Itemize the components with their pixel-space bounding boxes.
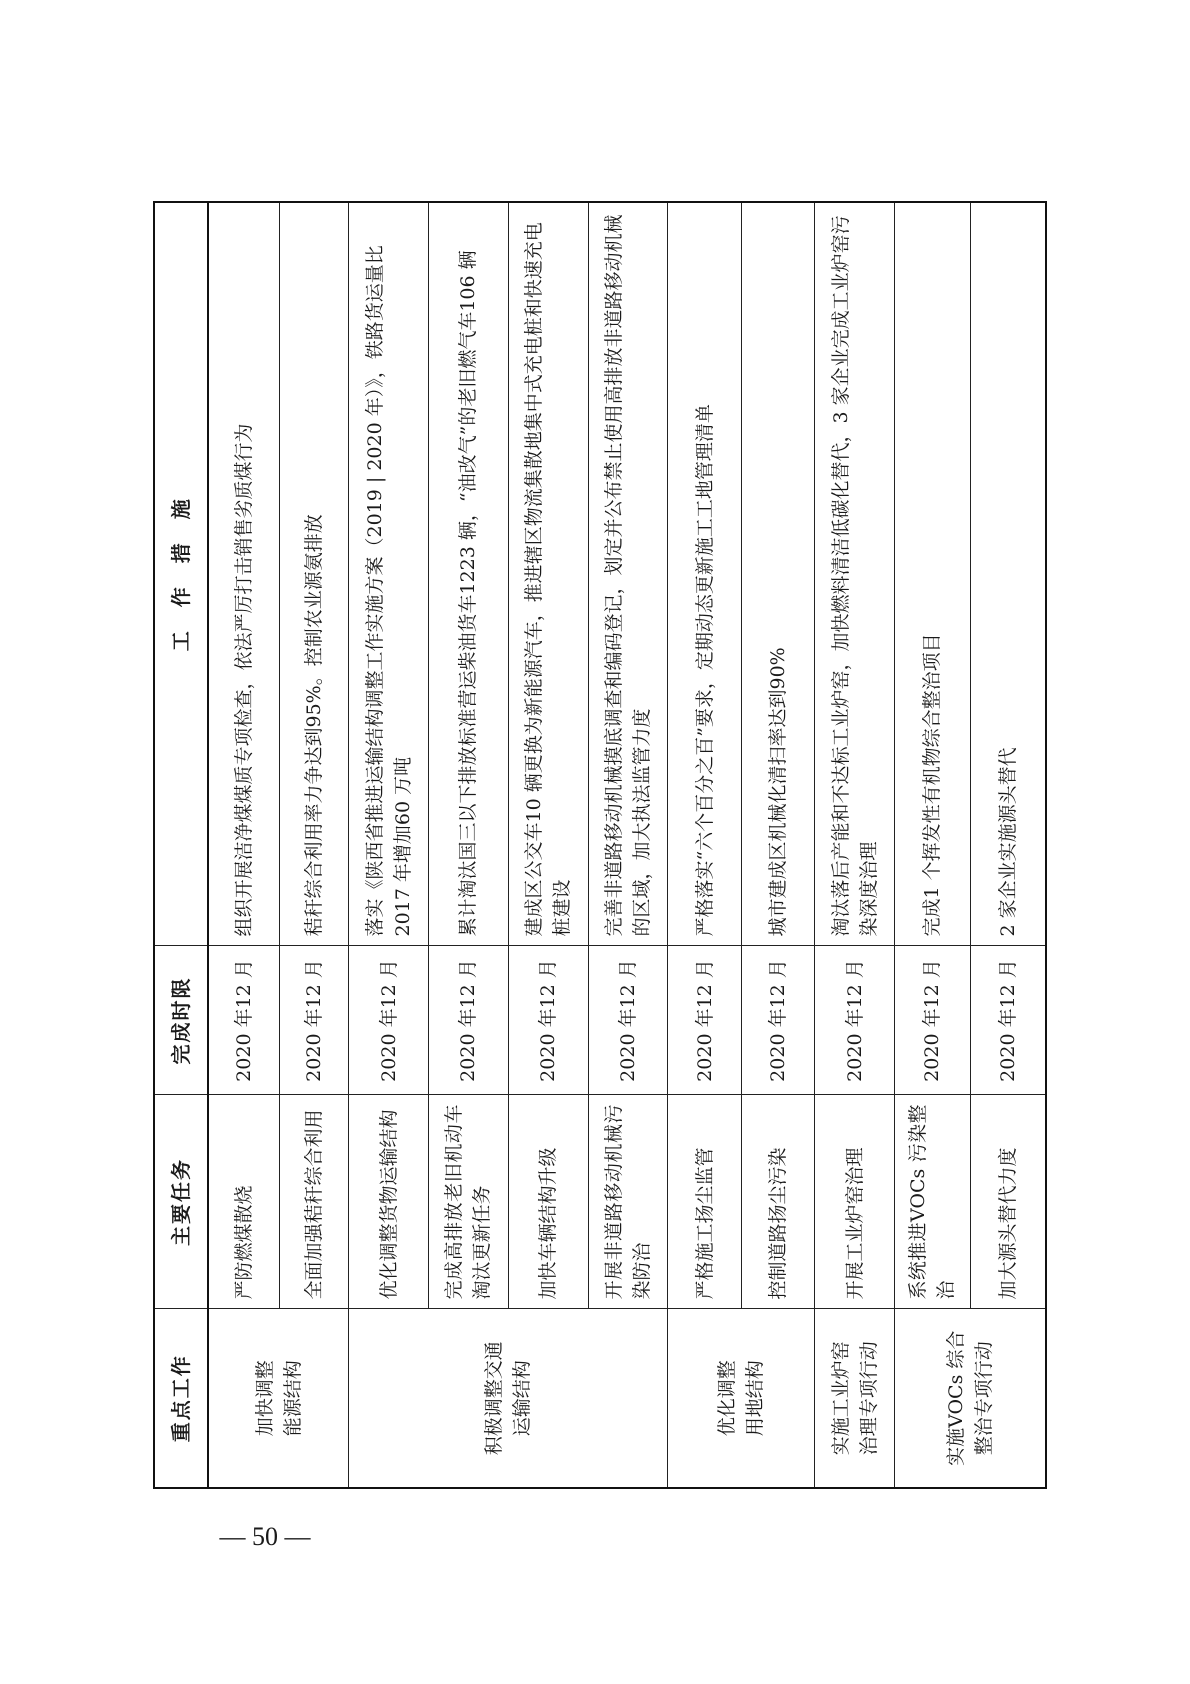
header-key-work: 重点工作 [154, 1309, 208, 1488]
deadline-cell: 2020 年12 月 [588, 946, 668, 1095]
key-work-vocs: 实施VOCs 综合 整治专项行动 [945, 1330, 996, 1466]
table-row [208, 202, 279, 1488]
measure-cell: 组织开展洁净煤煤质专项检查，依法严厉打击销售劣质煤行为 [208, 202, 279, 946]
table-row [895, 202, 971, 1488]
key-work-cell [815, 1309, 895, 1488]
deadline-cell: 2020 年12 月 [208, 946, 279, 1095]
deadline-cell: 2020 年12 月 [668, 946, 742, 1095]
key-work-cell [208, 1309, 349, 1488]
task-cell: 全面加强秸秆综合利用 [279, 1095, 348, 1309]
table-row [588, 202, 668, 1488]
table-header-row [154, 202, 208, 1488]
key-work-transport: 积极调整交通 运输结构 [483, 1341, 534, 1456]
measure-cell: 秸秆综合利用率力争达到95%。控制农业源氨排放 [279, 202, 348, 946]
table-row [815, 202, 895, 1488]
deadline-cell: 2020 年12 月 [429, 946, 509, 1095]
measure-cell: 完善非道路移动机械摸底调查和编码登记，划定并公布禁止使用高排放非道路移动机械的区域，加大执法监管力度 [588, 202, 668, 946]
key-work-land-use: 优化调整 用地结构 [716, 1360, 767, 1437]
task-cell: 开展工业炉窑治理 [815, 1095, 895, 1309]
deadline-cell: 2020 年12 月 [279, 946, 348, 1095]
deadline-cell: 2020 年12 月 [895, 946, 971, 1095]
measure-cell: 建成区公交车10 辆更换为新能源汽车，推进辖区物流集散地集中式充电桩和快速充电桩建设 [508, 202, 588, 946]
task-cell: 严防燃煤散烧 [208, 1095, 279, 1309]
task-cell: 控制道路扬尘污染 [741, 1095, 815, 1309]
task-cell: 严格施工扬尘监管 [668, 1095, 742, 1309]
task-cell: 完成高排放老旧机动车淘汰更新任务 [429, 1095, 509, 1309]
measures-table-rotated [153, 203, 1047, 1489]
header-main-task: 主要任务 [154, 1095, 208, 1309]
measure-cell: 完成1 个挥发性有机物综合整治项目 [895, 202, 971, 946]
deadline-cell: 2020 年12 月 [741, 946, 815, 1095]
key-work-industrial-kiln: 实施工业炉窑 治理专项行动 [829, 1341, 880, 1456]
measure-cell: 淘汰落后产能和不达标工业炉窑，加快燃料清洁低碳化替代，3 家企业完成工业炉窑污染深度治理 [815, 202, 895, 946]
deadline-cell: 2020 年12 月 [508, 946, 588, 1095]
measure-cell: 累计淘汰国三以下排放标准营运柴油货车1223 辆，“油改气”的老旧燃气车106 辆 [429, 202, 509, 946]
task-cell: 加快车辆结构升级 [508, 1095, 588, 1309]
measure-cell: 2 家企业实施源头替代 [970, 202, 1046, 946]
deadline-cell: 2020 年12 月 [815, 946, 895, 1095]
header-measures: 工 作 措 施 [154, 202, 208, 946]
measures-table [153, 201, 1047, 1489]
task-cell: 优化调整货物运输结构 [349, 1095, 429, 1309]
table-row [508, 202, 588, 1488]
measure-cell: 严格落实“六个百分之百”要求，定期动态更新施工工地管理清单 [668, 202, 742, 946]
task-cell: 系统推进VOCs 污染整治 [895, 1095, 971, 1309]
key-work-energy: 加快调整 能源结构 [253, 1360, 304, 1437]
table-row [668, 202, 742, 1488]
measure-cell: 城市建成区机械化清扫率达到90% [741, 202, 815, 946]
header-deadline: 完成时限 [154, 946, 208, 1095]
task-cell: 开展非道路移动机械污染防治 [588, 1095, 668, 1309]
table-row [349, 202, 429, 1488]
page-number: — 50 — [219, 1522, 311, 1551]
table-row [970, 202, 1046, 1488]
task-cell: 加大源头替代力度 [970, 1095, 1046, 1309]
key-work-cell [895, 1309, 1046, 1488]
key-work-cell [349, 1309, 668, 1488]
table-row [741, 202, 815, 1488]
key-work-cell [668, 1309, 815, 1488]
table-row [429, 202, 509, 1488]
measure-cell: 落实《陕西省推进运输结构调整工作实施方案（2019 | 2020 年）》，铁路货运量比2017 年增加60 万吨 [349, 202, 429, 946]
deadline-cell: 2020 年12 月 [349, 946, 429, 1095]
table-row [279, 202, 348, 1488]
deadline-cell: 2020 年12 月 [970, 946, 1046, 1095]
